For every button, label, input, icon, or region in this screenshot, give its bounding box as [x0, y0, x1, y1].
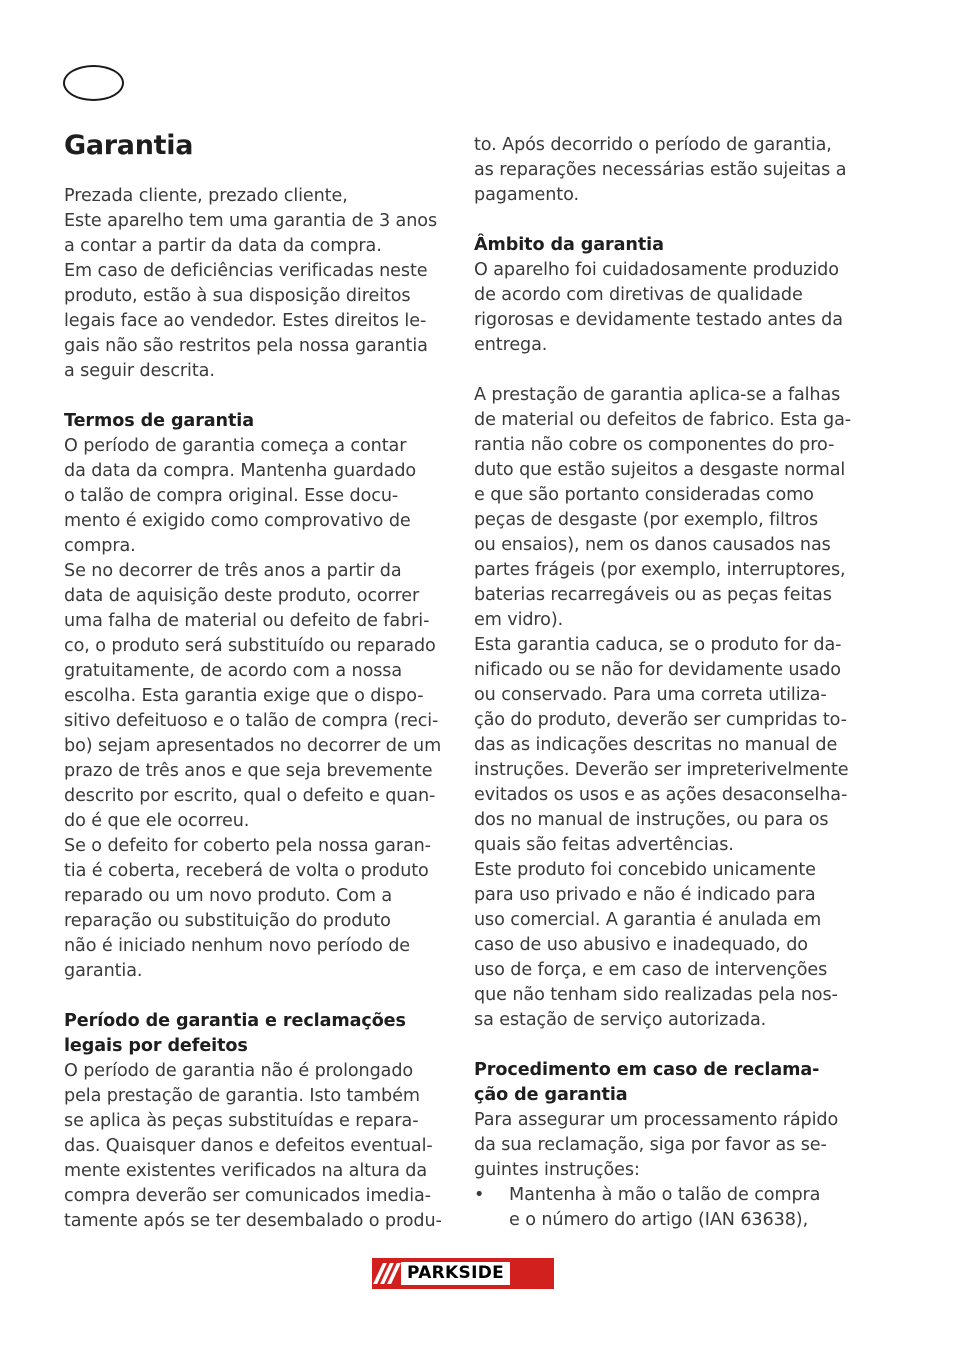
scope-paragraph-1: O aparelho foi cuidadosamente produzido de acordo com diretivas de qualidade rigorosas e devidamente testado antes da entrega.: [474, 260, 843, 355]
right-column: [474, 133, 858, 1233]
procedure-paragraph: Para assegurar um processamento rápido da sua reclamação, siga por favor as se- guintes instruções:: [474, 1110, 839, 1180]
terms-heading: Termos de garantia: [64, 411, 254, 431]
bullet-text: Mantenha à mão o talão de compra e o número do artigo (IAN 63638),: [509, 1185, 821, 1230]
period-paragraph: O período de garantia não é prolongado pela prestação de garantia. Isto também se aplica às peças substituídas e repara- das. Quaisquer danos e defeitos eventual- mente existentes verificados na altura da compra deverão ser comunicados imedia- tamente após se ter desembalado o produ-: [64, 1061, 442, 1231]
page-title: Garantia: [64, 130, 194, 161]
logo-wordmark: PARKSIDE: [401, 1262, 510, 1285]
intro-paragraph: Prezada cliente, prezado cliente, Este aparelho tem uma garantia de 3 anos a contar a partir da data da compra. Em caso de deficiências verificadas neste produto, estão à sua disposição direitos legais face ao vendedor. Estes direitos le- gais não são restritos pela nossa garantia a seguir descrita.: [64, 186, 438, 381]
logo-stripes-icon: [378, 1263, 396, 1284]
left-column: [64, 130, 448, 1234]
list-item: [474, 1183, 858, 1233]
procedure-heading: Procedimento em caso de reclama- ção de garantia: [474, 1060, 820, 1105]
continuation-paragraph: to. Após decorrido o período de garantia, as reparações necessárias estão sujeitas a pagamento.: [474, 135, 847, 205]
country-code-oval: [63, 65, 124, 101]
period-heading: Período de garantia e reclamações legais por defeitos: [64, 1011, 406, 1056]
parkside-logo: [372, 1258, 554, 1289]
scope-paragraph-2: A prestação de garantia aplica-se a falhas de material ou defeitos de fabrico. Esta ga- rantia não cobre os componentes do pro- duto que estão sujeitos a desgaste normal e que são portanto consideradas como peças de desgaste (por exemplo, filtros ou ensaios), nem os danos causados nas partes frágeis (por exemplo, interruptores, baterias recarregáveis ou as peças feitas em vidro). Esta garantia caduca, se o produto for da- nificado ou se não for devidamente usado ou conservado. Para uma correta utiliza- ção do produto, deverão ser cumpridas to- das as indicações descritas no manual de instruções. Deverão ser impreterivelmente evitados os usos e as ações desaconselha- dos no manual de instruções, ou para os quais são feitas advertências. Este produto foi concebido unicamente para uso privado e não é indicado para uso comercial. A garantia é anulada em caso de uso abusivo e inadequado, do uso de força, e em caso de intervenções que não tenham sido realizadas pela nos- sa estação de serviço autorizada.: [474, 385, 852, 1030]
bullet-symbol: •: [474, 1185, 485, 1205]
terms-paragraph: O período de garantia começa a contar da data da compra. Mantenha guardado o talão de compra original. Esse docu- mento é exigido como comprovativo de compra. Se no decorrer de três anos a partir da data de aquisição deste produto, ocorrer uma falha de material ou defeito de fabri- co, o produto será substituído ou reparado gratuitamente, de acordo com a nossa escolha. Esta garantia exige que o dispo- sitivo defeituoso e o talão de compra (reci- bo) sejam apresentados no decorrer de um prazo de três anos e que seja brevemente descrito por escrito, qual o defeito e quan- do é que ele ocorreu. Se o defeito for coberto pela nossa garan- tia é coberta, receberá de volta o produto reparado ou um novo produto. Com a reparação ou substituição do produto não é iniciado nenhum novo período de garantia.: [64, 436, 442, 981]
scope-heading: Âmbito da garantia: [474, 235, 664, 255]
